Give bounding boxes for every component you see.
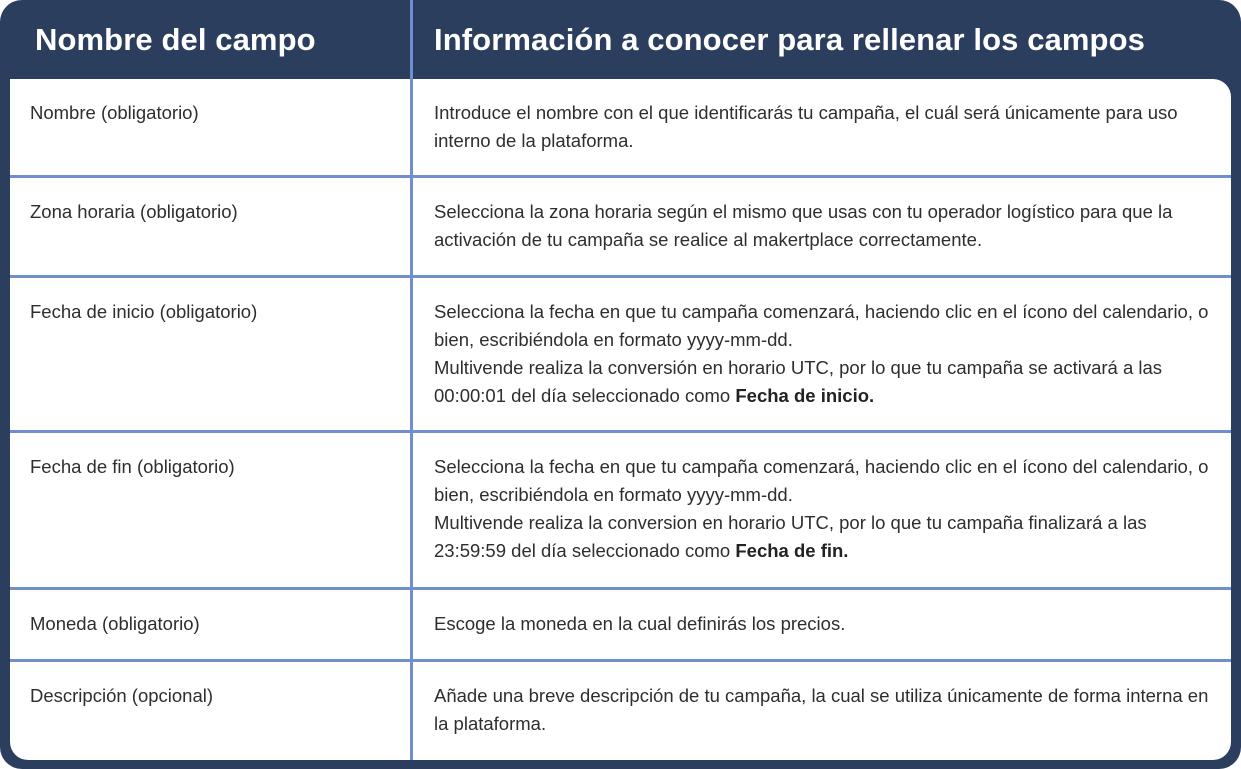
field-info-text: Selecciona la fecha en que tu campaña comenzará, haciendo clic en el ícono del calendario, o bien, escribiéndola en formato yyyy-mm-dd. xyxy=(434,301,1209,350)
field-info-text-part: Multivende realiza la conversión en horario UTC, por lo que tu campaña se activará a las 00:00:01 del día seleccionado como xyxy=(434,357,1163,406)
field-info-text: Selecciona la zona horaria según el mismo que usas con tu operador logístico para que la activación de tu campaña se realice al makertplace correctamente. xyxy=(434,201,1173,250)
field-info-cell xyxy=(434,433,1219,565)
table-row xyxy=(10,178,1231,275)
field-info-bold: Fecha de inicio. xyxy=(735,385,875,406)
column-divider xyxy=(410,79,413,760)
field-info-text: Añade una breve descripción de tu campaña, la cual se utiliza únicamente de forma interna en la plataforma. xyxy=(434,685,1209,734)
field-name-cell: Nombre (obligatorio) xyxy=(30,102,199,123)
table-body xyxy=(10,79,1231,760)
field-info-cell xyxy=(434,178,1219,254)
field-info-cell xyxy=(434,662,1219,738)
field-info-text xyxy=(434,354,1219,410)
field-info-cell xyxy=(434,79,1219,155)
field-name-cell: Moneda (obligatorio) xyxy=(30,613,200,634)
table-row xyxy=(10,662,1231,760)
table-row xyxy=(10,79,1231,175)
table-row xyxy=(10,590,1231,659)
field-info-text xyxy=(434,509,1219,565)
field-info-cell xyxy=(434,278,1219,410)
field-info-text-part: Multivende realiza la conversion en horario UTC, por lo que tu campaña finalizará a las 23:59:59 del día seleccionado como xyxy=(434,512,1147,561)
field-name-cell: Fecha de inicio (obligatorio) xyxy=(30,301,258,322)
field-info-text: Selecciona la fecha en que tu campaña comenzará, haciendo clic en el ícono del calendario, o bien, escribiéndola en formato yyyy-mm-dd. xyxy=(434,456,1209,505)
table-row xyxy=(10,278,1231,430)
header-field-info: Información a conocer para rellenar los campos xyxy=(434,21,1145,57)
header-divider xyxy=(410,0,413,79)
field-info-text: Introduce el nombre con el que identificarás tu campaña, el cuál será únicamente para uso interno de la plataforma. xyxy=(434,102,1178,151)
field-name-cell: Fecha de fin (obligatorio) xyxy=(30,456,235,477)
field-name-cell: Zona horaria (obligatorio) xyxy=(30,201,238,222)
field-info-bold: Fecha de fin. xyxy=(735,540,849,561)
table-row xyxy=(10,433,1231,587)
table-header xyxy=(0,0,1241,79)
header-field-name: Nombre del campo xyxy=(35,21,316,57)
field-name-cell: Descripción (opcional) xyxy=(30,685,214,706)
field-info-text: Escoge la moneda en la cual definirás los precios. xyxy=(434,613,846,634)
field-info-cell xyxy=(434,590,1219,638)
